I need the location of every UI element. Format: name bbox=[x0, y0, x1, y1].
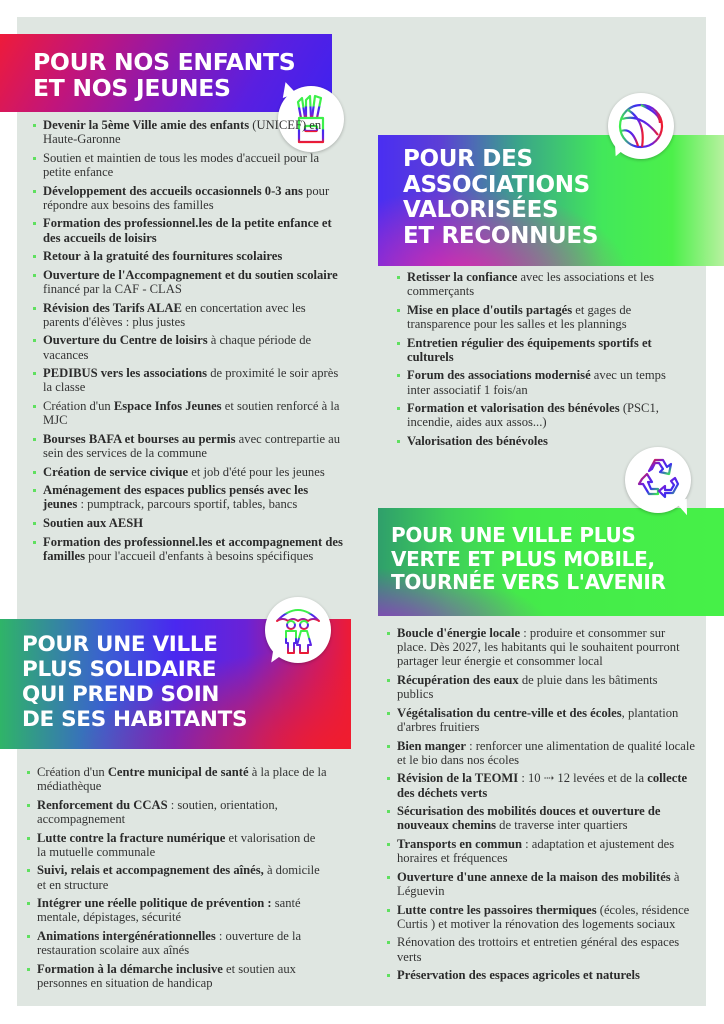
item-highlight: Bourses BAFA et bourses au permis bbox=[43, 431, 236, 446]
banner-title-line: ASSOCIATIONS bbox=[403, 171, 590, 198]
item-highlight: Animations intergénérationnelles bbox=[37, 928, 216, 943]
item-highlight: Développement des accueils occasionnels 0-3 ans bbox=[43, 183, 303, 198]
item-highlight: Suivi, relais et accompagnement des aînés, bbox=[37, 863, 264, 878]
item-highlight: Lutte contre la fracture numérique bbox=[37, 830, 226, 845]
item-text: , plantation d'arbres fruitiers bbox=[397, 705, 679, 734]
item-text: et soutien aux personnes en situation de handicap bbox=[37, 961, 296, 990]
list-enfants bbox=[33, 118, 343, 567]
banner-title-line: QUI PREND SOIN bbox=[22, 682, 220, 707]
item-text: avec un temps inter associatif 1 fois/an bbox=[407, 368, 666, 397]
item-text: pour l'accueil d'enfants à besoins spécifiques bbox=[84, 548, 314, 563]
item-text: et job d'été pour les jeunes bbox=[188, 464, 325, 479]
item-text: et gages de transparence pour les salles et les plannings bbox=[407, 302, 632, 331]
list-item bbox=[33, 483, 343, 511]
item-highlight: Végétalisation du centre-ville et des écoles bbox=[397, 705, 622, 720]
item-highlight: Révision de la TEOMI bbox=[397, 771, 519, 786]
list-item bbox=[33, 516, 343, 530]
item-highlight: Aménagement des espaces publics pensés avec les jeunes bbox=[43, 483, 309, 512]
list-item bbox=[33, 301, 343, 329]
item-text: : produire et consommer sur place. Dès 2027, les habitants qui le souhaitent pourront partager leur énergie et consommer local bbox=[397, 626, 680, 669]
item-highlight: Forum des associations modernisé bbox=[407, 368, 591, 383]
list-item bbox=[27, 765, 327, 793]
list-item bbox=[387, 935, 697, 963]
item-text: Création d'un bbox=[37, 765, 108, 779]
banner-title-line: DE SES HABITANTS bbox=[22, 707, 248, 732]
item-text: : adaptation et ajustement des horaires et fréquences bbox=[397, 836, 675, 866]
item-text: Rénovation des trottoirs et entretien général des espaces verts bbox=[397, 935, 680, 964]
item-highlight: Espace Infos Jeunes bbox=[113, 398, 222, 413]
item-text: : renforcer une alimentation de qualité locale et le bio dans nos écoles bbox=[397, 738, 695, 767]
item-highlight: Ouverture d'une annexe de la maison des mobilités bbox=[397, 869, 671, 884]
list-item bbox=[27, 863, 327, 891]
item-highlight: collecte des déchets verts bbox=[397, 771, 688, 800]
item-text: : 10 ⇢ 12 levées et de la bbox=[518, 771, 648, 786]
item-highlight: Sécurisation des mobilités douces et ouverture de nouveaux chemins bbox=[397, 804, 661, 833]
item-highlight: Ouverture de l'Accompagnement et du soutien scolaire bbox=[43, 267, 338, 282]
list-item bbox=[33, 118, 343, 146]
item-highlight: Création de service civique bbox=[43, 464, 189, 479]
list-item bbox=[387, 771, 697, 799]
item-highlight: Mise en place d'outils partagés bbox=[407, 302, 573, 317]
list-item bbox=[27, 831, 327, 859]
list-item bbox=[33, 333, 343, 361]
item-text: pour répondre aux besoins des familles bbox=[43, 183, 330, 212]
item-text: de proximité le soir après la classe bbox=[43, 366, 339, 395]
item-text: (PSC1, incendie, aides aux assos...) bbox=[407, 401, 659, 430]
item-text: : soutien, orientation, accompagnement bbox=[37, 797, 278, 826]
list-item bbox=[33, 432, 343, 460]
item-text: financé par la CAF - CLAS bbox=[43, 281, 182, 296]
list-item bbox=[33, 535, 343, 563]
list-associations bbox=[397, 270, 687, 453]
list-item bbox=[27, 962, 327, 990]
item-highlight: Formation des professionnel.les de la petite enfance et des accueils de loisirs bbox=[43, 216, 332, 245]
item-highlight: Retisser la confiance bbox=[407, 270, 518, 284]
list-item bbox=[33, 216, 343, 244]
list-item bbox=[387, 870, 697, 898]
banner-title-line: ET NOS JEUNES bbox=[33, 74, 231, 102]
section-banner-ville-verte bbox=[378, 508, 724, 616]
list-ville-verte bbox=[387, 626, 697, 987]
list-item bbox=[397, 401, 687, 429]
item-text: (UNICEF) en Haute-Garonne bbox=[43, 118, 322, 147]
item-text: (écoles, résidence Curtis ) et motiver la rénovation des logements sociaux bbox=[397, 902, 690, 931]
item-text: et valorisation de la mutuelle communale bbox=[37, 830, 316, 859]
list-item bbox=[33, 399, 343, 427]
banner-title-line: POUR UNE VILLE PLUS bbox=[391, 523, 636, 547]
list-item bbox=[387, 903, 697, 931]
item-highlight: Centre municipal de santé bbox=[107, 765, 249, 779]
item-text: avec les associations et les commerçants bbox=[407, 270, 655, 299]
banner-title-line: VERTE ET PLUS MOBILE, bbox=[391, 546, 655, 571]
item-highlight: Soutien aux AESH bbox=[43, 515, 144, 530]
item-highlight: Renforcement du CCAS bbox=[37, 797, 168, 812]
list-item bbox=[397, 336, 687, 364]
item-highlight: Récupération des eaux bbox=[397, 673, 519, 687]
item-highlight: Révision des Tarifs ALAE bbox=[43, 300, 182, 315]
list-item bbox=[387, 626, 697, 669]
list-item bbox=[397, 368, 687, 396]
list-item bbox=[27, 798, 327, 826]
item-highlight: Bien manger bbox=[397, 738, 466, 753]
list-item bbox=[387, 706, 697, 734]
item-text: à chaque période de vacances bbox=[43, 333, 312, 362]
item-highlight: Devenir la 5ème Ville amie des enfants bbox=[43, 118, 250, 132]
item-highlight: Formation des professionnel.les et accompagnement des familles bbox=[43, 534, 343, 563]
list-item bbox=[27, 929, 327, 957]
item-text: à la place de la médiathèque bbox=[37, 765, 327, 794]
item-text: : pumptrack, parcours sportif, tables, bancs bbox=[77, 497, 298, 512]
item-highlight: Formation et valorisation des bénévoles bbox=[407, 401, 620, 416]
list-item bbox=[387, 804, 697, 832]
banner-title-line: ET RECONNUES bbox=[403, 222, 599, 249]
banner-title-line: VALORISÉES bbox=[403, 197, 559, 223]
item-highlight: Valorisation des bénévoles bbox=[407, 433, 548, 448]
list-item bbox=[387, 673, 697, 701]
item-text: santé mentale, dépistages, sécurité bbox=[37, 896, 301, 925]
list-item bbox=[27, 896, 327, 924]
item-text: et soutien renforcé à la MJC bbox=[43, 398, 340, 428]
banner-title-line: POUR NOS ENFANTS bbox=[33, 48, 296, 76]
list-item bbox=[397, 270, 687, 298]
banner-title-line: PLUS SOLIDAIRE bbox=[22, 657, 217, 682]
item-highlight: Boucle d'énergie locale bbox=[397, 626, 521, 640]
list-item bbox=[33, 151, 343, 179]
item-text: en concertation avec les parents d'élèves : plus justes bbox=[43, 300, 306, 329]
item-highlight: Préservation des espaces agricoles et naturels bbox=[397, 968, 640, 983]
item-highlight: Intégrer une réelle politique de prévention : bbox=[37, 896, 272, 911]
banner-title-line: TOURNÉE VERS L'AVENIR bbox=[391, 570, 666, 594]
list-item bbox=[33, 366, 343, 394]
item-highlight: Lutte contre les passoires thermiques bbox=[397, 902, 597, 917]
list-item bbox=[33, 184, 343, 212]
item-highlight: Entretien régulier des équipements sportifs et culturels bbox=[407, 335, 652, 364]
item-text: avec contrepartie au sein des services de la commune bbox=[43, 431, 341, 460]
list-item bbox=[387, 739, 697, 767]
list-item bbox=[397, 303, 687, 331]
banner-title-line: POUR UNE VILLE bbox=[22, 632, 218, 657]
list-item bbox=[33, 268, 343, 296]
list-item bbox=[387, 837, 697, 865]
item-text: Création d'un bbox=[43, 398, 114, 413]
list-item bbox=[33, 465, 343, 479]
item-text: de pluie dans les bâtiments publics bbox=[397, 673, 658, 702]
item-highlight: Retour à la gratuité des fournitures scolaires bbox=[43, 249, 283, 264]
item-highlight: Ouverture du Centre de loisirs bbox=[43, 333, 208, 348]
item-text: Soutien et maintien de tous les modes d'accueil pour la petite enfance bbox=[43, 150, 320, 179]
item-highlight: Transports en commun bbox=[397, 836, 523, 851]
item-text: à Léguevin bbox=[397, 869, 680, 898]
banner-title-line: POUR DES bbox=[403, 146, 533, 172]
item-text: de traverse inter quartiers bbox=[496, 818, 628, 833]
list-item bbox=[33, 249, 343, 263]
item-text: : ouverture de la restauration scolaire aux aînés bbox=[37, 928, 302, 958]
item-highlight: PEDIBUS vers les associations bbox=[43, 366, 208, 381]
item-text: à domicile et en structure bbox=[37, 863, 320, 892]
item-highlight: Formation à la démarche inclusive bbox=[37, 961, 223, 976]
list-item bbox=[387, 968, 697, 982]
list-solidaire bbox=[27, 765, 327, 995]
